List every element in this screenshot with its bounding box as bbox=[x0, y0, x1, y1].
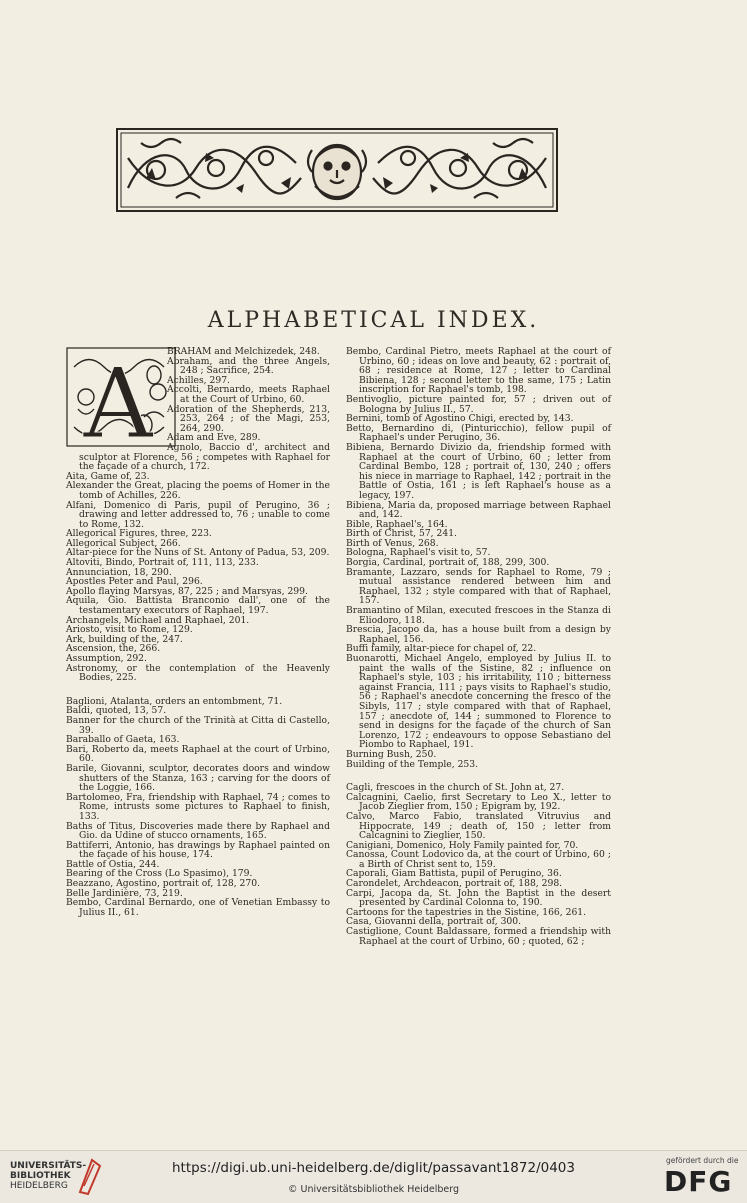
index-entry: Alfani, Domenico di Paris, pupil of Perugino, 36 ; drawing and letter addressed to, 76 ; unable to come to Rome, 132. bbox=[66, 499, 330, 530]
copyright-notice: © Universitätsbibliothek Heidelberg bbox=[287, 1184, 459, 1195]
index-entry: Ark, building of the, 247. bbox=[66, 633, 183, 645]
index-entry: Annunciation, 18, 290. bbox=[66, 566, 172, 578]
index-entry: Caporali, Giam Battista, pupil of Perugino, 36. bbox=[346, 868, 562, 880]
decorated-initial-a bbox=[66, 347, 176, 447]
index-entry: Altoviti, Bindo, Portrait of, 111, 113, 233. bbox=[66, 557, 259, 569]
index-entry: Bari, Roberto da, meets Raphael at the court of Urbino, 60. bbox=[66, 743, 330, 765]
index-entry: Bembo, Cardinal Bernardo, one of Venetian Embassy to Julius II., 61. bbox=[66, 897, 330, 918]
index-entry: Bernini, tomb of Agostino Chigi, erected by, 143. bbox=[346, 413, 574, 425]
index-entry: Apollo flaying Marsyas, 87, 225 ; and Marsyas, 299. bbox=[66, 585, 308, 597]
index-entry: Ariosto, visit to Rome, 129. bbox=[66, 624, 193, 636]
permalink-url[interactable]: https://digi.ub.uni-heidelberg.de/diglit/passavant1872/0403 bbox=[172, 1160, 575, 1176]
index-entry: Battiferri, Antonio, has drawings by Raphael painted on the façade of his house, 174. bbox=[66, 839, 330, 861]
library-line-3: HEIDELBERG bbox=[10, 1181, 68, 1191]
index-entry: Bramantino of Milan, executed frescoes in the Stanza di Eliodoro, 118. bbox=[346, 605, 611, 626]
index-entry: Canigiani, Domenico, Holy Family painted for, 70. bbox=[346, 839, 579, 851]
index-entry: Baldi, quoted, 13, 57. bbox=[66, 705, 167, 717]
index-column-right bbox=[346, 347, 611, 946]
funding-caption: gefördert durch die bbox=[666, 1156, 739, 1165]
index-column-left bbox=[66, 347, 330, 917]
index-entry: Bibiena, Bernardo Divizio da, friendship formed with Raphael at the court of Urbino, 60 ; letter from Cardinal Bembo, 128 ; portrait of, 130, 240 ; offers his niece in marriage to Raphael, 142 ; portrait in the Battle of Ostia, 161 ; is left Raphael's house as a legacy, 197. bbox=[346, 441, 611, 501]
index-entry: Archangels, Michael and Raphael, 201. bbox=[66, 614, 250, 626]
decorative-headpiece-ornament bbox=[116, 128, 558, 212]
index-entry: Calvo, Marco Fabio, translated Vitruvius and Hippocrate, 149 ; death of, 150 ; letter from Calcagnini to Zieglier, 150. bbox=[346, 810, 611, 842]
index-entry: Aita, Game of, 23. bbox=[66, 470, 150, 482]
index-entry: Altar-piece for the Nuns of St. Antony of Padua, 53, 209. bbox=[66, 547, 330, 559]
dfg-logo[interactable]: DFG bbox=[664, 1165, 733, 1198]
index-entry: Birth of Christ, 57, 241. bbox=[346, 528, 457, 540]
index-entry: Aquila, Gio. Battista Branconio dall', one of the testamentary executors of Raphael, 197. bbox=[66, 595, 330, 617]
viewer-footer bbox=[0, 1150, 747, 1203]
index-entry: Accolti, Bernardo, meets Raphael at the Court of Urbino, 60. bbox=[167, 384, 330, 405]
index-entry: Bologna, Raphael's visit to, 57. bbox=[346, 547, 491, 559]
index-entry: Cartoons for the tapestries in the Sistine, 166, 261. bbox=[346, 906, 587, 918]
index-entry: Belle Jardinière, 73, 219. bbox=[66, 887, 183, 899]
index-entry: Buffi family, altar-piece for chapel of, 22. bbox=[346, 643, 537, 655]
index-entry: Bramante, Lazzaro, sends for Raphael to Rome, 79 ; mutual assistance rendered between him and Raphael, 132 ; style compared with that of Raphael, 157. bbox=[346, 566, 611, 607]
index-entry: Building of the Temple, 253. bbox=[346, 758, 479, 770]
page-title: ALPHABETICAL INDEX. bbox=[207, 307, 540, 333]
index-entry: Achilles, 297. bbox=[167, 374, 230, 386]
index-entry: Cagli, frescoes in the church of St. John at, 27. bbox=[346, 782, 565, 794]
index-entry: Carpi, Jacopa da, St. John the Baptist in the desert presented by Cardinal Colonna to, 190. bbox=[346, 887, 611, 909]
svg-text:A: A bbox=[83, 348, 153, 447]
index-entry: Ascension, the, 266. bbox=[66, 643, 161, 655]
index-entry: Battle of Ostia, 244. bbox=[66, 858, 160, 870]
index-entry: Baglioni, Atalanta, orders an entombment, 71. bbox=[66, 695, 283, 707]
index-entry: Assumption, 292. bbox=[66, 653, 147, 664]
index-entry: Canossa, Count Lodovico da, at the court of Urbino, 60 ; a Birth of Christ sent to, 159. bbox=[346, 849, 611, 870]
index-entry: Bible, Raphael's, 164. bbox=[346, 518, 448, 530]
index-entry: Betto, Bernardino di, (Pinturicchio), fellow pupil of Raphael's under Perugino, 36. bbox=[346, 422, 611, 444]
index-entry: Casa, Giovanni della, portrait of, 300. bbox=[346, 916, 522, 928]
index-entry: Borgia, Cardinal, portrait of, 188, 299, 300. bbox=[346, 557, 550, 569]
index-entry: Buonarotti, Michael Angelo, employed by Julius II. to paint the walls of the Sistine, 82 ; influence on Raphael's style, 103 ; his irritability, 110 ; bitterness against Francia, 111 ; pays visits to Raphael's studio, 56 ; Raphael's anecdote concerning the fresco of the Sibyls, 117 ; style compared with that of Raphael, 157 ; anecdote of, 144 ; summoned to Florence to send in designs for the façade of the church of San Lorenzo, 172 ; endeavours to oppose Sebastiano del Piombo to Raphael, 191. bbox=[346, 653, 611, 751]
index-entry: BRAHAM and Melchizedek, 248. bbox=[167, 346, 320, 357]
index-entry: Bearing of the Cross (Lo Spasimo), 179. bbox=[66, 868, 253, 880]
index-entry: Beazzano, Agostino, portrait of, 128, 270. bbox=[66, 878, 260, 890]
index-entry: Allegorical Figures, three, 223. bbox=[66, 528, 212, 540]
entries-group-b-continued bbox=[346, 347, 611, 769]
index-entry: Allegorical Subject, 266. bbox=[66, 537, 181, 549]
index-entry: Brescia, Jacopo da, has a house built from a design by Raphael, 156. bbox=[346, 624, 611, 645]
index-entry: Abraham, and the three Angels, 248 ; Sacrifice, 254. bbox=[167, 355, 330, 377]
index-entry: Bibiena, Maria da, proposed marriage between Raphael and, 142. bbox=[346, 499, 611, 521]
index-entry: Birth of Venus, 268. bbox=[346, 537, 439, 549]
library-line-1: UNIVERSITÄTS- bbox=[10, 1161, 87, 1171]
entries-group-c bbox=[346, 783, 611, 946]
index-entry: Apostles Peter and Paul, 296. bbox=[66, 576, 203, 588]
index-entry: Carondelet, Archdeacon, portrait of, 188, 298. bbox=[346, 878, 563, 890]
index-entry: Agnolo, Baccio d', architect and sculptor at Florence, 56 ; competes with Raphael for the façade of a church, 172. bbox=[79, 441, 330, 473]
index-entry: Bentivoglio, picture painted for, 57 ; driven out of Bologna by Julius II., 57. bbox=[346, 393, 611, 415]
index-entry: Adam and Eve, 289. bbox=[167, 432, 261, 444]
index-entry: Castiglione, Count Baldassare, formed a friendship with Raphael at the court of Urbino, 60 ; quoted, 62 ; bbox=[346, 926, 611, 947]
index-entry: Banner for the church of the Trinità at Citta di Castello, 39. bbox=[66, 714, 330, 736]
library-line-2: BIBLIOTHEK bbox=[10, 1171, 71, 1181]
index-entry: Bembo, Cardinal Pietro, meets Raphael at the court of Urbino, 60 ; ideas on love and beauty, 62 : portrait of, 68 ; residence at Rome, 127 ; letter to Cardinal Bibiena, 128 ; second letter to the same, 175 ; Latin inscription for Raphael's tomb, 198. bbox=[346, 346, 611, 396]
index-entry: Astronomy, or the contemplation of the Heavenly Bodies, 225. bbox=[66, 662, 330, 684]
index-entry: Calcagnini, Caelio, first Secretary to Leo X., letter to Jacob Zieglier from, 150 ; Epigram by, 192. bbox=[346, 791, 611, 813]
index-entry: Baraballo of Gaeta, 163. bbox=[66, 734, 180, 746]
index-entry: Bartolomeo, Fra, friendship with Raphael, 74 ; comes to Rome, intrusts some pictures to Raphael to finish, 133. bbox=[66, 791, 330, 822]
index-entry: Adoration of the Shepherds, 213, 253, 264 ; of the Magi, 253, 264, 290. bbox=[167, 403, 330, 434]
index-entry: Barile, Giovanni, sculptor, decorates doors and window shutters of the Stanza, 163 ; carving for the doors of the Loggie, 166. bbox=[66, 762, 330, 794]
entries-group-b bbox=[66, 697, 330, 918]
index-entry: Burning Bush, 250. bbox=[346, 748, 437, 760]
index-entry: Baths of Titus, Discoveries made there by Raphael and Gio. da Udine of stucco ornaments, 165. bbox=[66, 820, 330, 842]
index-entry: Alexander the Great, placing the poems of Homer in the tomb of Achilles, 226. bbox=[66, 480, 330, 501]
